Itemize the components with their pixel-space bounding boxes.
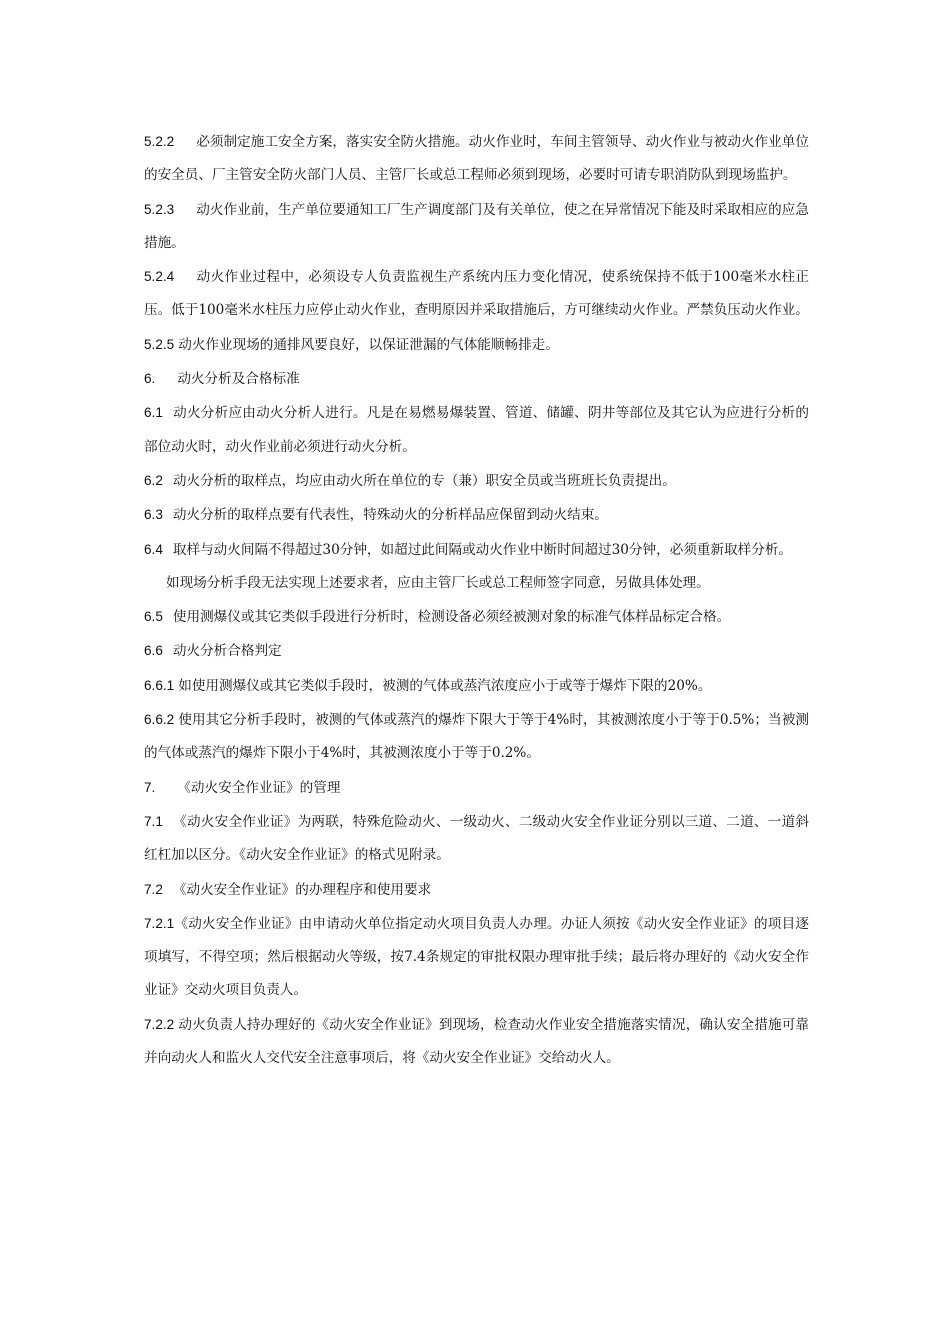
- paragraph-text: 如使用测爆仪或其它类似手段时，被测的气体或蒸汽浓度应小于或等于爆炸下限的20%。: [178, 677, 712, 694]
- paragraph-text: 动火负责人持办理好的《动火安全作业证》到现场，检查动火作业安全措施落实情况，确认安全措施可靠并向动火人和监火人交代安全注意事项后，将《动火安全作业证》交给动火人。: [144, 1016, 809, 1067]
- paragraph-7-2-1: [144, 907, 809, 1008]
- paragraph-6-6-1: [144, 669, 809, 703]
- paragraph-text: 《动火安全作业证》的办理程序和使用要求: [172, 881, 432, 898]
- section-number: 7.1: [144, 813, 163, 829]
- paragraph-7-1: [144, 805, 809, 873]
- document-body: [144, 125, 809, 1075]
- section-number: 7.2.1: [144, 915, 175, 931]
- section-number: 6.5: [144, 609, 163, 625]
- section-number: 6.4: [144, 541, 163, 557]
- section-number: 6.3: [144, 507, 163, 523]
- paragraph-6-5: [144, 600, 809, 634]
- paragraph-6-6: [144, 634, 809, 668]
- section-number: 7.2: [144, 881, 163, 897]
- paragraph-text: 如现场分析手段无法实现上述要求者，应由主管厂长或总工程师签字同意，另做具体处理。: [166, 574, 710, 591]
- paragraph-note: [144, 567, 809, 600]
- paragraph-5-2-4: [144, 260, 809, 328]
- section-number: 6.1: [144, 405, 163, 421]
- paragraph-text: 必须制定施工安全方案，落实安全防火措施。动火作业时，车间主管领导、动火作业与被动火作业单位的安全员、厂主管安全防火部门人员、主管厂长或总工程师必须到现场，必要时可请专职消防队到现场监护。: [144, 134, 809, 184]
- paragraph-6-6-2: [144, 703, 809, 771]
- section-heading-6: [144, 362, 809, 396]
- paragraph-text: 使用其它分析手段时，被测的气体或蒸汽的爆炸下限大于等于4%时，其被测浓度小于等于0.5%；当被测的气体或蒸汽的爆炸下限小于4%时，其被测浓度小于等于0.2%。: [144, 712, 809, 762]
- paragraph-text: 取样与动火间隔不得超过30分钟，如超过此间隔或动火作业中断时间超过30分钟，必须重新取样分析。: [172, 541, 793, 558]
- section-heading-text: 动火分析及合格标准: [177, 371, 300, 388]
- section-number: 6.: [144, 371, 156, 387]
- paragraph-text: 使用测爆仪或其它类似手段进行分析时，检测设备必须经被测对象的标准气体样品标定合格。: [172, 609, 731, 626]
- paragraph-text: 动火分析的取样点，均应由动火所在单位的专（兼）职安全员或当班班长负责提出。: [172, 472, 676, 489]
- paragraph-5-2-3: [144, 193, 809, 261]
- paragraph-text: 动火分析应由动火分析人进行。凡是在易燃易爆装置、管道、储罐、阴井等部位及其它认为应进行分析的部位动火时，动火作业前必须进行动火分析。: [144, 405, 809, 455]
- paragraph-text: 动火分析的取样点要有代表性，特殊动火的分析样品应保留到动火结束。: [172, 507, 608, 524]
- section-number: 5.2.3: [144, 201, 175, 217]
- paragraph-6-2: [144, 464, 809, 498]
- paragraph-5-2-5: [144, 328, 809, 362]
- paragraph-text: 动火作业过程中，必须设专人负责监视生产系统内压力变化情况，使系统保持不低于100毫米水柱正压。低于100毫米水柱压力应停止动火作业，查明原因并采取措施后，方可继续动火作业。严禁负压动火作业。: [144, 269, 809, 319]
- section-number: 5.2.2: [144, 134, 175, 149]
- section-heading-text: 《动火安全作业证》的管理: [177, 779, 341, 796]
- section-number: 6.6.1: [144, 677, 175, 693]
- section-heading-7: [144, 771, 809, 805]
- paragraph-7-2-2: [144, 1008, 809, 1076]
- section-number: 6.6: [144, 643, 163, 659]
- paragraph-text: 动火分析合格判定: [172, 643, 282, 660]
- paragraph-text: 动火作业前，生产单位要通知工厂生产调度部门及有关单位，使之在异常情况下能及时采取相应的应急措施。: [144, 201, 809, 251]
- paragraph-6-3: [144, 498, 809, 532]
- paragraph-6-4: [144, 533, 809, 567]
- paragraph-6-1: [144, 396, 809, 464]
- section-number: 7.2.2: [144, 1016, 175, 1032]
- section-number: 7.: [144, 779, 156, 795]
- paragraph-text: 《动火安全作业证》由申请动火单位指定动火项目负责人办理。办证人须按《动火安全作业证》的项目逐项填写，不得空项；然后根据动火等级，按7.4条规定的审批权限办理审批手续；最后将办理好的《动火安全作业证》交动火项目负责人。: [144, 915, 809, 999]
- paragraph-text: 动火作业现场的通排风要良好，以保证泄漏的气体能顺畅排走。: [178, 336, 559, 353]
- section-number: 6.2: [144, 472, 163, 488]
- paragraph-text: 《动火安全作业证》为两联，特殊危险动火、一级动火、二级动火安全作业证分别以三道、二道、一道斜红杠加以区分。《动火安全作业证》的格式见附录。: [144, 813, 809, 864]
- section-number: 5.2.5: [144, 336, 175, 352]
- section-number: 5.2.4: [144, 269, 175, 285]
- paragraph-7-2: [144, 873, 809, 907]
- paragraph-5-2-2: [144, 125, 809, 193]
- section-number: 6.6.2: [144, 712, 175, 728]
